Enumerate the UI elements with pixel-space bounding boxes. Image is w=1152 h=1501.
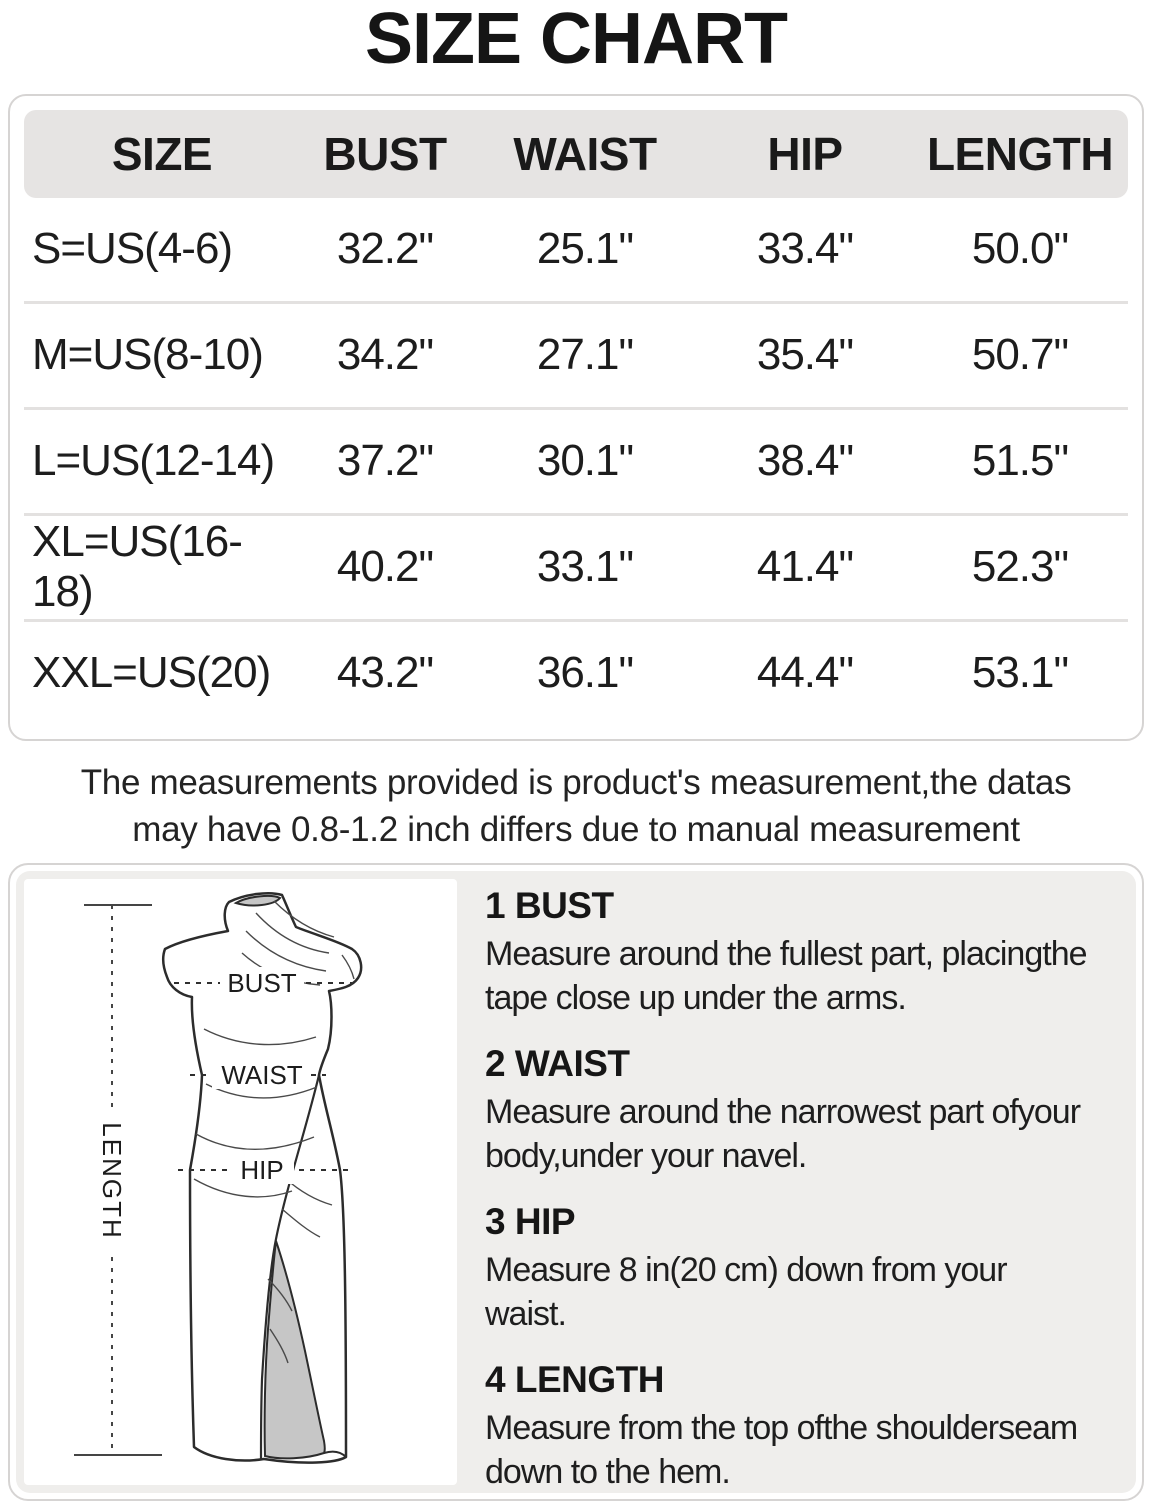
cell-s-waist: 25.1" bbox=[536, 224, 634, 274]
instruction-body-waist-line2: body,under your navel. bbox=[485, 1136, 807, 1175]
table-row-l bbox=[24, 407, 1128, 513]
dress-diagram bbox=[24, 879, 457, 1485]
table-row-m bbox=[24, 301, 1128, 407]
measurement-guide-panel bbox=[16, 871, 1136, 1493]
dress-diagram-box bbox=[24, 879, 457, 1485]
instruction-heading-waist: 2 WAIST bbox=[485, 1043, 630, 1085]
measurement-note bbox=[0, 759, 1152, 854]
cell-m-waist: 27.1" bbox=[536, 330, 634, 380]
cell-m-length: 50.7" bbox=[971, 330, 1069, 380]
instruction-body-bust-line1: Measure around the fullest part, placingthe bbox=[485, 935, 1087, 974]
cell-xxl-bust: 43.2" bbox=[336, 648, 434, 698]
cell-l-length: 51.5" bbox=[971, 436, 1069, 486]
instruction-section-hip bbox=[485, 1201, 1122, 1336]
header-cell-bust: BUST bbox=[323, 127, 447, 180]
cell-l-bust: 37.2" bbox=[336, 436, 434, 486]
instruction-body-hip-line2: waist. bbox=[485, 1294, 566, 1333]
instruction-body-waist-line1: Measure around the narrowest part ofyour bbox=[485, 1093, 1081, 1132]
table-row-xxl bbox=[24, 619, 1128, 725]
header-cell-waist: WAIST bbox=[513, 127, 657, 180]
cell-xl-hip: 41.4" bbox=[756, 542, 854, 592]
cell-s-length: 50.0" bbox=[971, 224, 1069, 274]
instruction-heading-bust: 1 BUST bbox=[485, 885, 614, 927]
dress-length-label: LENGTH bbox=[97, 1122, 127, 1240]
header-cell-hip: HIP bbox=[767, 127, 843, 180]
size-table-card bbox=[8, 94, 1144, 741]
cell-xxl-length: 53.1" bbox=[971, 648, 1069, 698]
instruction-body-length-line1: Measure from the top ofthe shoulderseam bbox=[485, 1409, 1078, 1448]
header-cell-length: LENGTH bbox=[926, 127, 1114, 180]
cell-xl-length: 52.3" bbox=[971, 542, 1069, 592]
measuring-instructions bbox=[465, 871, 1136, 1493]
cell-s-bust: 32.2" bbox=[336, 224, 434, 274]
cell-l-hip: 38.4" bbox=[756, 436, 854, 486]
cell-m-size: M=US(8-10) bbox=[32, 330, 263, 380]
table-row-xl bbox=[24, 513, 1128, 619]
size-table-header-row bbox=[24, 110, 1128, 198]
cell-s-size: S=US(4-6) bbox=[32, 224, 233, 274]
cell-l-size: L=US(12-14) bbox=[32, 436, 275, 486]
cell-m-hip: 35.4" bbox=[756, 330, 854, 380]
cell-xl-waist: 33.1" bbox=[536, 542, 634, 592]
cell-xl-bust: 40.2" bbox=[336, 542, 434, 592]
cell-l-waist: 30.1" bbox=[536, 436, 634, 486]
measurement-guide-card bbox=[8, 863, 1144, 1501]
cell-xxl-waist: 36.1" bbox=[536, 648, 634, 698]
instruction-body-hip-line1: Measure 8 in(20 cm) down from your bbox=[485, 1251, 1007, 1290]
measurement-note-line1: The measurements provided is product's measurement,the datas bbox=[80, 762, 1072, 802]
instruction-section-bust bbox=[485, 885, 1122, 1020]
cell-s-hip: 33.4" bbox=[756, 224, 854, 274]
cell-m-bust: 34.2" bbox=[336, 330, 434, 380]
cell-xxl-size: XXL=US(20) bbox=[32, 648, 271, 698]
header-cell-size: SIZE bbox=[111, 127, 213, 180]
dress-hip-label: HIP bbox=[240, 1155, 284, 1186]
cell-xxl-hip: 44.4" bbox=[756, 648, 854, 698]
instruction-section-waist bbox=[485, 1043, 1122, 1178]
cell-xl-size: XL=US(16-18) bbox=[32, 517, 242, 617]
instruction-heading-length: 4 LENGTH bbox=[485, 1359, 664, 1401]
instruction-body-length-line2: down to the hem. bbox=[485, 1452, 730, 1491]
instruction-section-length bbox=[485, 1359, 1122, 1494]
instruction-body-bust-line2: tape close up under the arms. bbox=[485, 978, 906, 1017]
measurement-note-line2: may have 0.8-1.2 inch differs due to manual measurement bbox=[132, 809, 1020, 849]
page-title: SIZE CHART bbox=[365, 0, 787, 79]
dress-bust-label: BUST bbox=[227, 968, 297, 999]
instruction-heading-hip: 3 HIP bbox=[485, 1201, 576, 1243]
dress-waist-label: WAIST bbox=[221, 1060, 303, 1091]
table-row-s bbox=[24, 198, 1128, 301]
